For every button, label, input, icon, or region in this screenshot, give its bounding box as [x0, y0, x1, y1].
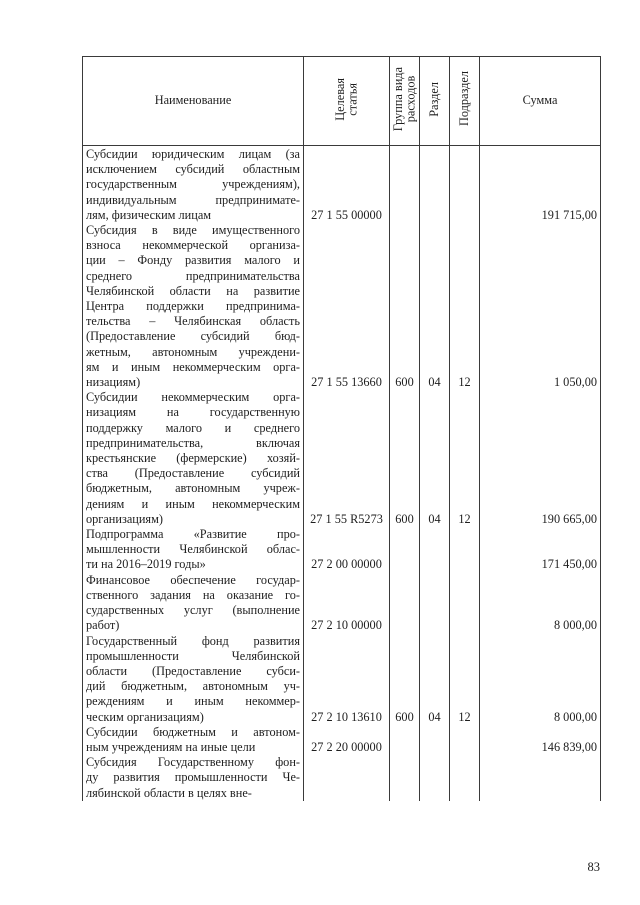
row-name-line: промышленности Челябинской — [86, 648, 300, 663]
row-name-line: области (Предоставление субси- — [86, 663, 300, 678]
row-sum: 1 050,00 — [480, 223, 601, 390]
row-name-line: Субсидии юридическим лицам (за — [86, 147, 300, 161]
row-subsection — [450, 725, 480, 755]
row-name-line: ции – Фонду развития малого и — [86, 253, 300, 268]
row-name — [83, 146, 304, 224]
row-name — [83, 527, 304, 573]
table-row — [83, 634, 601, 725]
row-target-article: 27 2 20 00000 — [304, 725, 390, 755]
row-name-line: (Предоставление субсидий бюд- — [86, 329, 300, 344]
table-row — [83, 390, 601, 527]
row-name — [83, 634, 304, 725]
row-name-line: низациям на государственную — [86, 405, 300, 420]
header-expense-group — [390, 57, 420, 146]
row-target-article: 27 2 10 00000 — [304, 573, 390, 634]
row-name — [83, 223, 304, 390]
row-subsection — [450, 527, 480, 573]
table-body — [83, 146, 601, 801]
header-target-article-label: Целевая статья — [333, 77, 360, 121]
row-name — [83, 725, 304, 755]
row-target-article: 27 2 00 00000 — [304, 527, 390, 573]
row-expense-group — [390, 146, 420, 224]
row-name-line: поддержку малого и среднего — [86, 420, 300, 435]
row-name-line: ти на 2016–2019 годы» — [86, 557, 206, 572]
budget-table — [82, 56, 601, 801]
row-sum: 171 450,00 — [480, 527, 601, 573]
table-row — [83, 527, 601, 573]
row-expense-group: 600 — [390, 223, 420, 390]
row-sum: 191 715,00 — [480, 146, 601, 224]
row-target-article: 27 1 55 R5273 — [304, 390, 390, 527]
header-name: Наименование — [83, 57, 304, 146]
row-name-line: ям и иным некоммерческим орга- — [86, 359, 300, 374]
row-name-line: жетным, автономным учреждени- — [86, 344, 300, 359]
row-subsection: 12 — [450, 223, 480, 390]
header-target-article — [304, 57, 390, 146]
row-name-line: тельства – Челябинская область — [86, 314, 300, 329]
row-sum: 8 000,00 — [480, 634, 601, 725]
row-sum: 190 665,00 — [480, 390, 601, 527]
row-target-article: 27 1 55 00000 — [304, 146, 390, 224]
row-name-line: ду развития промышленности Че- — [86, 770, 300, 785]
row-section — [420, 573, 450, 634]
row-expense-group — [390, 527, 420, 573]
row-sum: 146 839,00 — [480, 725, 601, 755]
row-name-line: ным учреждениям на иные цели — [86, 739, 256, 754]
row-name-line: Подпрограмма «Развитие про- — [86, 527, 300, 542]
row-name-line: ственного задания на оказание го- — [86, 587, 300, 602]
row-name-line: сударственных услуг (выполнение — [86, 603, 300, 618]
row-name-line: бюджетным, автономным учреж- — [86, 481, 300, 496]
row-section — [420, 725, 450, 755]
row-expense-group: 600 — [390, 390, 420, 527]
row-name-line: мышленности Челябинской облас- — [86, 542, 300, 557]
table-row — [83, 755, 601, 801]
row-expense-group — [390, 755, 420, 801]
row-name-line: предпринимательства, включая — [86, 435, 300, 450]
row-expense-group — [390, 725, 420, 755]
page-number: 83 — [587, 860, 600, 874]
row-name-line: крестьянские (фермерские) хозяй- — [86, 451, 300, 466]
row-expense-group: 600 — [390, 634, 420, 725]
row-section — [420, 527, 450, 573]
row-name-line: Финансовое обеспечение государ- — [86, 572, 300, 587]
row-target-article: 27 1 55 13660 — [304, 223, 390, 390]
row-name-line: работ) — [86, 618, 120, 633]
row-name-line: лям, физическим лицам — [86, 207, 212, 222]
row-section — [420, 755, 450, 801]
header-section — [420, 57, 450, 146]
row-subsection — [450, 755, 480, 801]
row-name-line: Субсидии бюджетным и автоном- — [86, 724, 300, 739]
row-target-article: 27 2 10 13610 — [304, 634, 390, 725]
row-name-line: лябинской области в целях вне- — [86, 785, 252, 800]
row-name-line: взноса некоммерческой организа- — [86, 238, 300, 253]
row-name-line: низациям) — [86, 375, 141, 390]
row-sum — [480, 755, 601, 801]
row-sum: 8 000,00 — [480, 573, 601, 634]
table-row — [83, 573, 601, 634]
row-name-line: дениям и иным некоммерческим — [86, 496, 300, 511]
header-section-label: Раздел — [427, 81, 442, 117]
table-header-row — [83, 57, 601, 146]
table-row — [83, 725, 601, 755]
row-name-line: организациям) — [86, 511, 163, 526]
row-section: 04 — [420, 223, 450, 390]
row-subsection — [450, 573, 480, 634]
row-name-line: Государственный фонд развития — [86, 633, 300, 648]
header-sum: Сумма — [480, 57, 601, 146]
row-subsection — [450, 146, 480, 224]
row-name-line: Субсидии некоммерческим орга- — [86, 390, 300, 405]
row-name — [83, 755, 304, 801]
row-target-article — [304, 755, 390, 801]
table-row — [83, 223, 601, 390]
row-name-line: реждениям и иным некоммер- — [86, 694, 300, 709]
row-name-line: индивидуальным предпринимате- — [86, 192, 300, 207]
row-name — [83, 573, 304, 634]
row-subsection: 12 — [450, 390, 480, 527]
row-name-line: Субсидия Государственному фон- — [86, 755, 300, 770]
row-section: 04 — [420, 634, 450, 725]
row-subsection: 12 — [450, 634, 480, 725]
row-name-line: ческим организациям) — [86, 709, 204, 724]
row-expense-group — [390, 573, 420, 634]
row-section — [420, 146, 450, 224]
row-name-line: Центра поддержки предпринима- — [86, 299, 300, 314]
header-subsection-label: Подраздел — [457, 71, 472, 127]
row-name-line: среднего предпринимательства — [86, 268, 300, 283]
row-name-line: Челябинской области на развитие — [86, 283, 300, 298]
row-section: 04 — [420, 390, 450, 527]
row-name-line: Субсидия в виде имущественного — [86, 223, 300, 238]
header-expense-group-label: Группа вида расходов — [391, 66, 418, 132]
header-subsection — [450, 57, 480, 146]
row-name-line: государственным учреждениям), — [86, 177, 300, 192]
table-row — [83, 146, 601, 224]
row-name — [83, 390, 304, 527]
row-name-line: дий бюджетным, автономным уч- — [86, 679, 300, 694]
row-name-line: исключением субсидий областным — [86, 162, 300, 177]
row-name-line: ства (Предоставление субсидий — [86, 466, 300, 481]
